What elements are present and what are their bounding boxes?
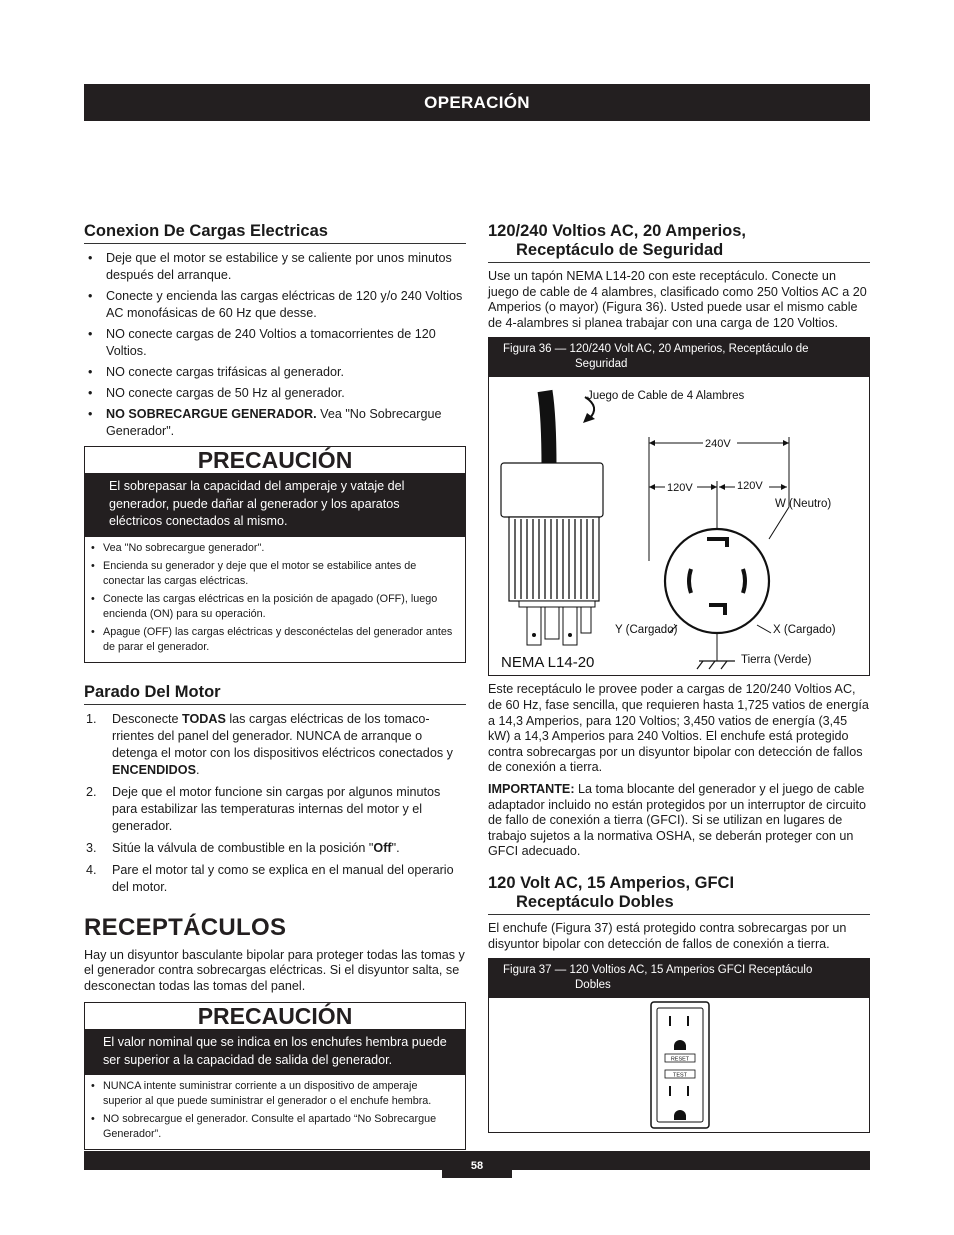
gfci-outlet-diagram: [489, 998, 869, 1132]
list-item: • NO conecte cargas de 240 Voltios a tomacorrientes de 120 Voltios.: [84, 326, 466, 360]
label-120-right: 120V: [737, 480, 763, 493]
important-note: [488, 782, 870, 860]
sec1-body: Use un tapón NEMA L14-20 con este receptáculo. Conecte un juego de cable de 4 alambres, clasificado como 250 Voltios AC a 20 Amperios (o mayor) (Figura 36). Usted puede usar el mismo cable de 4-alambres si planea trabajar con una carga de 120 Voltios.: [488, 269, 867, 330]
leader-line: [769, 507, 789, 539]
step-text: Pare el motor tal y como se explica en el manual del operario del motor.: [112, 862, 454, 894]
step-bold: TODAS: [182, 711, 226, 726]
step-item: [84, 840, 466, 857]
step-text: .: [195, 762, 200, 777]
heading-line: 120 Volt AC, 15 Amperios, GFCI: [488, 873, 735, 892]
list-item: • Apague (OFF) las cargas eléctricas y desconéctelas del generador antes de parar el generador.: [89, 625, 459, 655]
leader-line: [757, 625, 771, 633]
heading-120-240: [488, 222, 870, 263]
list-item: • Vea "No sobrecargue generador".: [89, 541, 459, 556]
step-item: [84, 711, 466, 779]
list-item: • NUNCA intente suministrar corriente a un dispositivo de amperaje superior al que puede suministrar el generador o el enchufe hembra.: [89, 1079, 459, 1109]
label-tierra: Tierra (Verde): [741, 654, 812, 667]
caption-line: Dobles: [575, 979, 611, 992]
list-item: • NO conecte cargas trifásicas al generador.: [84, 364, 466, 381]
caution-box-1: [84, 446, 466, 663]
gfci-body: El enchufe (Figura 37) está protegido contra sobrecargas por un disyuntor bipolar con detección de fallos de conexión a tierra.: [488, 920, 847, 951]
caution-list: [85, 537, 465, 662]
heading-conexion: Conexion De Cargas Electricas: [84, 222, 466, 244]
list-item: [84, 406, 466, 440]
right-column: [488, 222, 870, 1133]
step-number: 1.: [86, 711, 97, 726]
gfci-outlet-icon: [651, 1002, 709, 1128]
warning-bold: NO SOBRECARGUE GENERADOR.: [106, 407, 317, 421]
heading-line: Receptáculo Dobles: [516, 892, 674, 911]
important-label: IMPORTANTE:: [488, 781, 575, 796]
list-item: • NO sobrecargue el generador. Consulte el apartado “No Sobrecargue Generador”.: [89, 1112, 459, 1142]
receptacle-icon: [665, 529, 769, 633]
section-header-bar: [84, 84, 870, 121]
ground-icon: [697, 661, 735, 669]
step-number: 2.: [86, 784, 97, 799]
caption-line: Figura 36 — 120/240 Volt AC, 20 Amperios, Receptáculo de: [503, 343, 809, 356]
step-text: ".: [391, 840, 400, 855]
label-240: 240V: [705, 438, 731, 451]
nema-l14-20-diagram: [489, 377, 869, 675]
figure-36: [488, 337, 870, 676]
conexion-list: [84, 250, 466, 440]
step-item: [84, 784, 466, 835]
parado-steps: [84, 711, 466, 896]
page-number: 58: [442, 1151, 512, 1178]
receptacle-description: Este receptáculo le provee poder a cargas de 120/240 Voltios AC, de 60 Hz, fase sencilla, que requieren hasta 1,725 vatios de energía a 14,3 Amperios, para 120 Voltios; 3,450 vatios de energía (3,45 kW) a 14,3 Amperios para 240 Voltios. El enchufe está protegido contra sobrecargas por un disyuntor bipolar con detección de fallos de conexión a tierra.: [488, 682, 869, 775]
reset-button: RESET: [670, 1056, 690, 1063]
heading-parado: Parado Del Motor: [84, 683, 466, 705]
important-body: La toma blocante del generador y el juego de cable adaptador incluido no están protegidos por un interruptor de circuito de fallo de conexión a tierra (GFCI). Si se utilizan en lugares de trabajo sujetos a la normativa OSHA, se deberán proteger con un GFCI adecuado.: [488, 781, 867, 859]
step-text: Deje que el motor funcione sin cargas por algunos minutos para estabilizar las temperaturas internas del motor y el generador.: [112, 784, 441, 833]
heading-line: Receptáculo de Seguridad: [516, 241, 724, 259]
step-text: Sitúe la válvula de combustible en la posición ": [112, 840, 374, 855]
receptaculos-body: Hay un disyuntor basculante bipolar para proteger todas las tomas y el generador contra sobrecargas eléctricas. Si el disyuntor salta, se desconectan todas las tomas del panel.: [84, 947, 465, 993]
warning-rest: Vea "No Sobrecargue Generador".: [106, 407, 442, 438]
heading-receptaculos: RECEPTÁCULOS: [84, 913, 287, 941]
label-y: Y (Cargado): [615, 624, 678, 637]
caution-body: El sobrepasar la capacidad del amperaje y vataje del generador, puede dañar al generador y los aparatos eléctricos conectados al mismo.: [85, 474, 465, 537]
caution-title: PRECAUCIÓN: [85, 447, 465, 474]
step-item: [84, 862, 466, 896]
label-cable: Juego de Cable de 4 Alambres: [587, 390, 745, 403]
list-item: • NO conecte cargas de 50 Hz al generador.: [84, 385, 466, 402]
caution-box-2: [84, 1002, 466, 1150]
list-item: • Conecte y encienda las cargas eléctricas de 120 y/o 240 Voltios AC monofásicas de 60 Hz que desse.: [84, 288, 466, 322]
step-text: Desconecte: [112, 711, 183, 726]
cable-icon: [545, 391, 549, 467]
label-x: X (Cargado): [773, 624, 836, 637]
caption-line: Seguridad: [575, 358, 628, 371]
caution-list: [85, 1075, 465, 1149]
step-bold: Off: [373, 840, 392, 855]
heading-gfci: [488, 874, 870, 915]
left-column: [84, 222, 466, 1150]
plug-icon: [501, 463, 603, 645]
step-bold: ENCENDIDOS: [112, 762, 196, 777]
caution-body: El valor nominal que se indica en los enchufes hembra puede ser superior a la capacidad de salida del generador.: [85, 1030, 465, 1075]
heading-line: 120/240 Voltios AC, 20 Amperios,: [488, 222, 746, 240]
caution-title: PRECAUCIÓN: [85, 1003, 465, 1030]
section-title: OPERACIÓN: [424, 92, 530, 112]
list-item: • Conecte las cargas eléctricas en la posición de apagado (OFF), luego encienda (ON) para su operación.: [89, 592, 459, 622]
figure-caption: [489, 338, 869, 377]
test-button: TEST: [672, 1072, 688, 1079]
step-number: 3.: [86, 840, 97, 855]
figure-caption: [489, 959, 869, 998]
label-120-left: 120V: [667, 482, 693, 495]
label-w: W (Neutro): [775, 498, 832, 511]
list-item: • Encienda su generador y deje que el motor se estabilice antes de conectar las cargas eléctricas.: [89, 559, 459, 589]
label-nema: NEMA L14-20: [501, 654, 595, 672]
figure-37: [488, 958, 870, 1133]
caption-line: Figura 37 — 120 Voltios AC, 15 Amperios GFCI Receptáculo: [503, 964, 813, 977]
list-item: • Deje que el motor se estabilice y se caliente por unos minutos después del arranque.: [84, 250, 466, 284]
step-text: las cargas eléctricas de los tomaco-rrientes del panel del generador. NUNCA de arranque o detenga el motor con los dispositivos eléctricos conectados y: [112, 711, 453, 760]
step-number: 4.: [86, 862, 97, 877]
